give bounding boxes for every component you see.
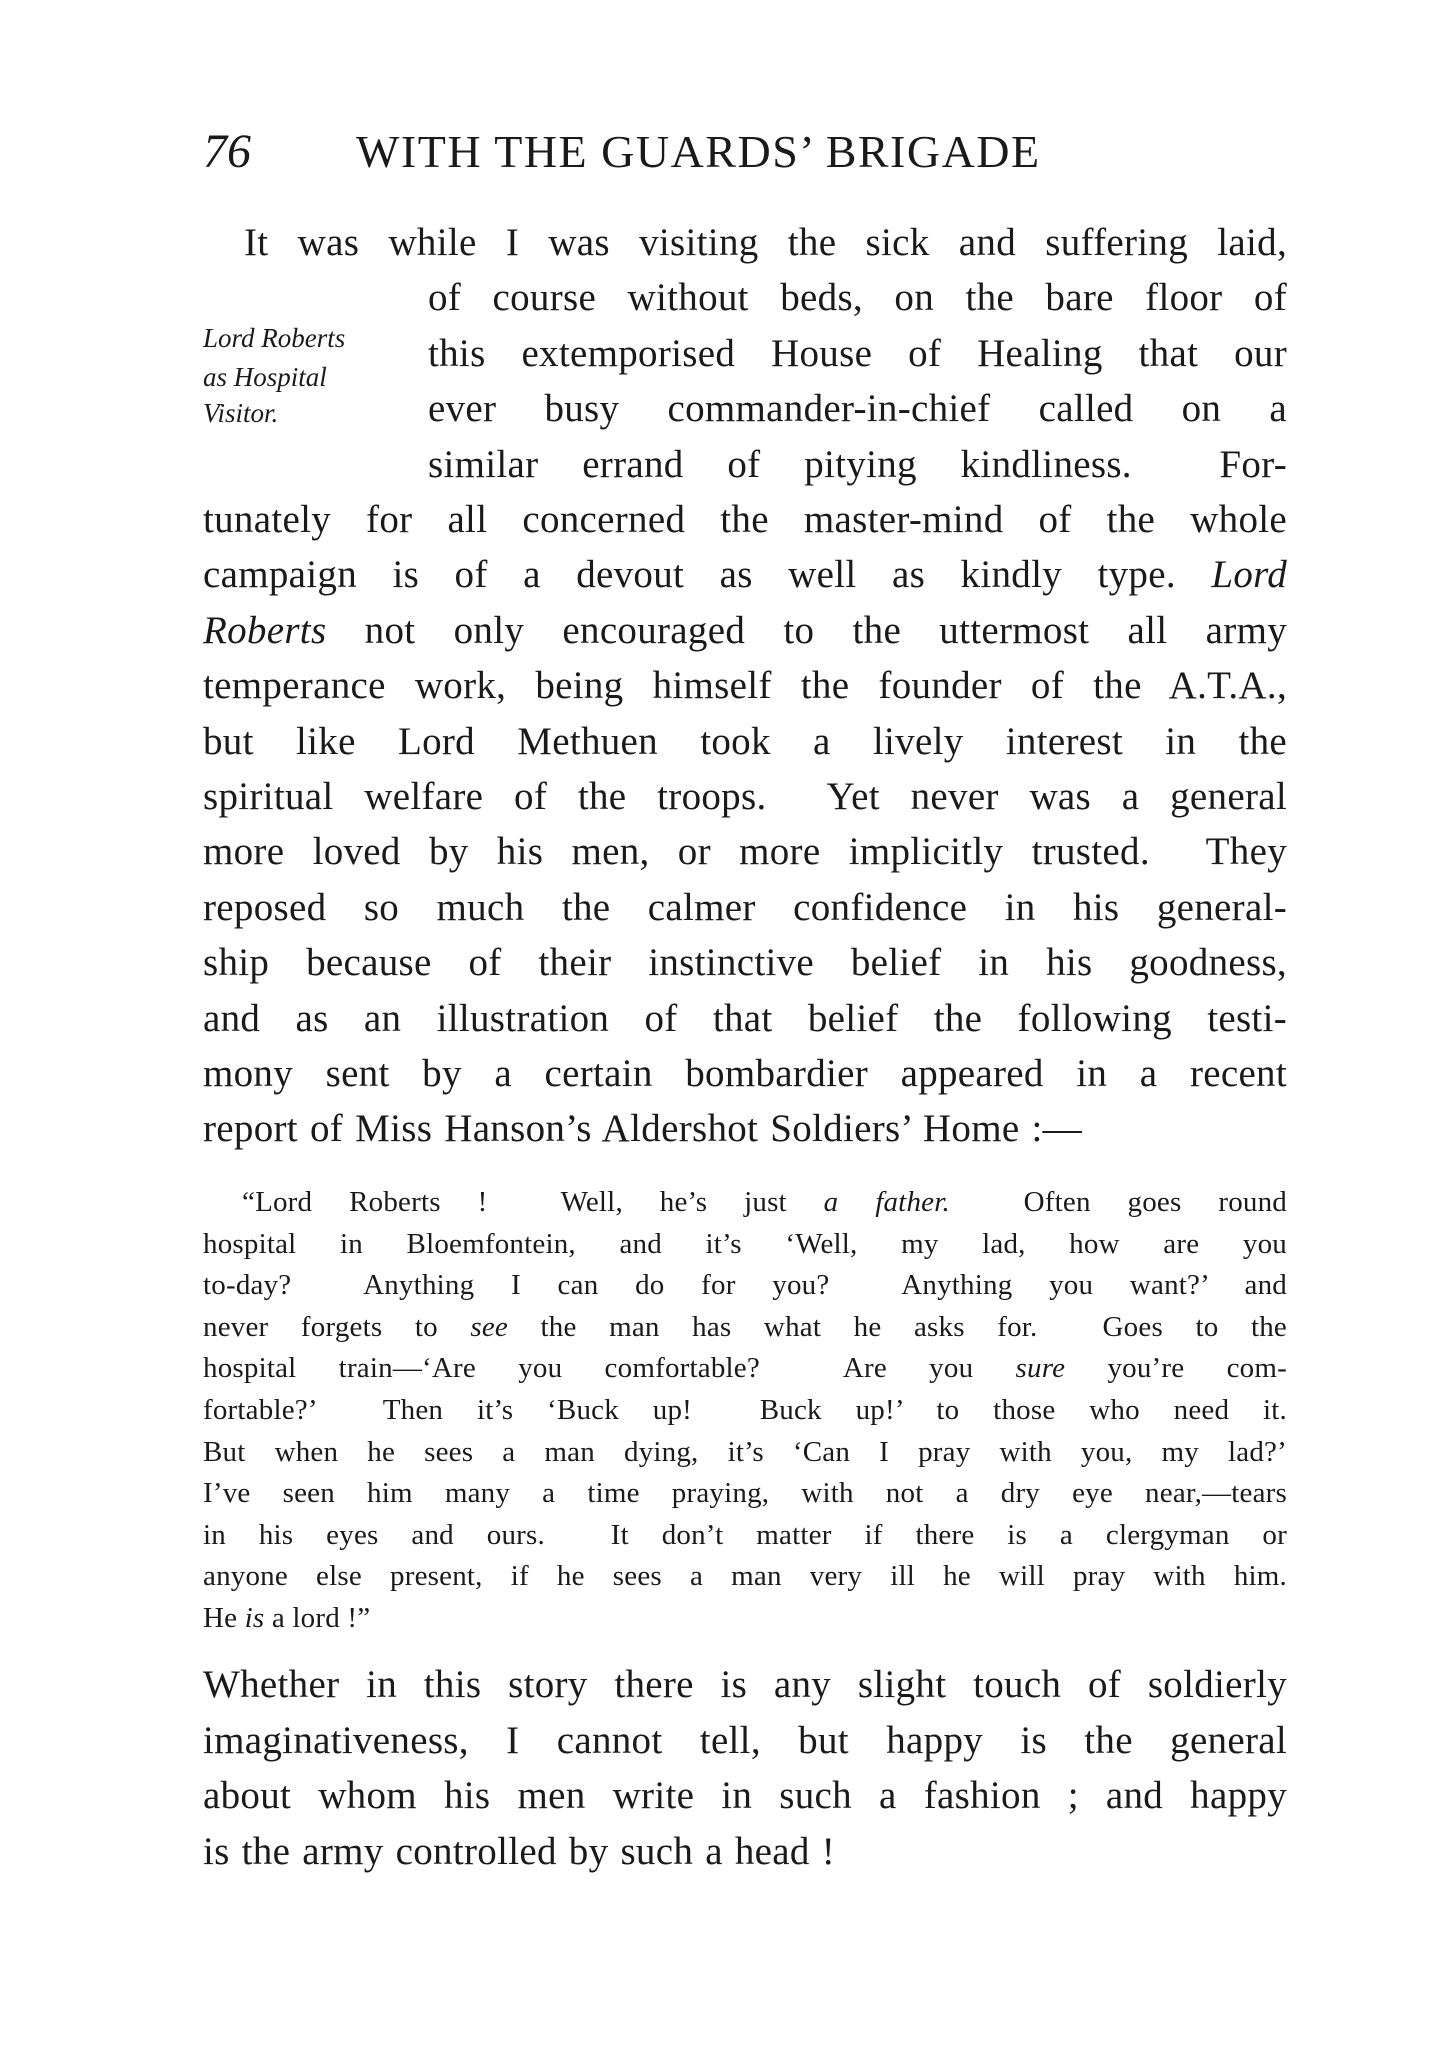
page-number: 76	[203, 125, 251, 178]
text-run: Whether in this story there is any slight touch of soldierly	[203, 1663, 1287, 1706]
margin-note-line: Visitor.	[203, 398, 279, 428]
text-run: hospital in Bloemfontein, and it’s ‘Well, my lad, how are you	[203, 1227, 1287, 1260]
text-run: this extemporised House of Healing that our	[428, 331, 1287, 375]
text-run: in his eyes and ours. It don’t matter if there is a clergyman or	[203, 1518, 1287, 1551]
body-line	[203, 492, 1287, 548]
text-run: spiritual welfare of the troops. Yet never was a general	[203, 775, 1287, 818]
body-line	[244, 215, 1287, 271]
italic-text: a father.	[823, 1186, 950, 1218]
text-run: He	[203, 1602, 245, 1634]
text-run: more loved by his men, or more implicitly trusted. They	[203, 830, 1287, 874]
body-line	[203, 714, 1287, 770]
text-run: not only encouraged to the uttermost all army	[326, 608, 1287, 652]
text-run: ship because of their instinctive belief in his goodness,	[203, 941, 1287, 985]
text-run: and as an illustration of that belief the following testi-	[203, 996, 1287, 1040]
quote-line	[203, 1389, 1287, 1431]
margin-note-line: Lord Roberts	[203, 323, 346, 353]
text-run: I’ve seen him many a time praying, with not a dry eye near,—tears	[203, 1477, 1287, 1510]
text-run: fortable?’ Then it’s ‘Buck up! Buck up!’ to those who need it.	[203, 1394, 1287, 1426]
quote-line	[203, 1223, 1287, 1265]
italic-text: Roberts	[203, 608, 327, 652]
text-run: similar errand of pitying kindliness. For-	[428, 442, 1287, 486]
italic-text: sure	[1015, 1352, 1066, 1385]
quote-line	[203, 1597, 603, 1639]
text-run: mony sent by a certain bombardier appeared in a recent	[203, 1052, 1287, 1095]
margin-note-line: as Hospital	[203, 362, 327, 392]
quote-line	[203, 1306, 1287, 1348]
text-run: of course without beds, on the bare floor of	[428, 276, 1287, 320]
quote-line	[203, 1472, 1287, 1514]
body-line	[203, 991, 1287, 1047]
quote-line	[203, 1514, 1287, 1556]
text-run: but like Lord Methuen took a lively interest in the	[203, 719, 1287, 763]
body-line	[203, 824, 1287, 880]
text-run: But when he sees a man dying, it’s ‘Can I pray with you, my lad?’	[203, 1435, 1287, 1468]
quote-line	[203, 1431, 1287, 1473]
text-run: a lord !”	[264, 1602, 371, 1634]
text-run: temperance work, being himself the founder of the A.T.A.,	[203, 664, 1287, 708]
quote-line	[203, 1264, 1287, 1306]
text-run: ever busy commander-in-chief called on a	[428, 387, 1287, 431]
body-line	[203, 1101, 1203, 1157]
text-run: reposed so much the calmer confidence in his general-	[203, 885, 1287, 929]
italic-text: see	[470, 1310, 508, 1343]
italic-text: Lord	[1211, 553, 1287, 597]
body-line	[203, 880, 1287, 936]
body-line	[203, 935, 1287, 991]
quote-line	[203, 1555, 1287, 1597]
text-run: to-day? Anything I can do for you? Anything you want?’ and	[203, 1269, 1287, 1302]
body-line	[203, 1046, 1287, 1102]
italic-text: is	[244, 1602, 265, 1634]
text-run: the man has what he asks for. Goes to the	[508, 1310, 1287, 1343]
body-line	[203, 1713, 1287, 1769]
quote-line	[203, 1347, 1287, 1389]
body-line	[428, 381, 1287, 437]
text-run: report of Miss Hanson’s Aldershot Soldiers’ Home :—	[203, 1107, 1082, 1151]
body-line	[203, 1824, 1103, 1880]
text-run: is the army controlled by such a head !	[203, 1829, 836, 1873]
body-line	[203, 547, 1287, 603]
body-line	[203, 1768, 1287, 1824]
body-line	[203, 603, 1287, 659]
quote-line	[242, 1181, 1287, 1223]
text-run: tunately for all concerned the master-mind of the whole	[203, 498, 1287, 541]
body-line	[203, 1657, 1287, 1713]
body-line	[203, 658, 1287, 714]
text-run: Often goes round	[949, 1186, 1287, 1218]
body-line	[428, 270, 1287, 326]
body-line	[203, 769, 1287, 825]
text-run: It was while I was visiting the sick and suffering laid,	[244, 221, 1287, 264]
text-run: hospital train—‘Are you comfortable? Are you	[203, 1352, 1016, 1385]
body-line	[428, 437, 1287, 493]
text-run: campaign is of a devout as well as kindly type.	[203, 553, 1212, 597]
text-run: “Lord Roberts ! Well, he’s just	[242, 1186, 824, 1218]
running-head-title: WITH THE GUARDS’ BRIGADE	[356, 126, 1041, 177]
text-run: imaginativeness, I cannot tell, but happy is the general	[203, 1718, 1287, 1762]
text-run: never forgets to	[203, 1310, 471, 1343]
body-line	[428, 326, 1287, 382]
text-run: about whom his men write in such a fashion ; and happy	[203, 1774, 1287, 1817]
text-run: anyone else present, if he sees a man very ill he will pray with him.	[203, 1560, 1287, 1593]
text-run: you’re com-	[1065, 1352, 1287, 1385]
